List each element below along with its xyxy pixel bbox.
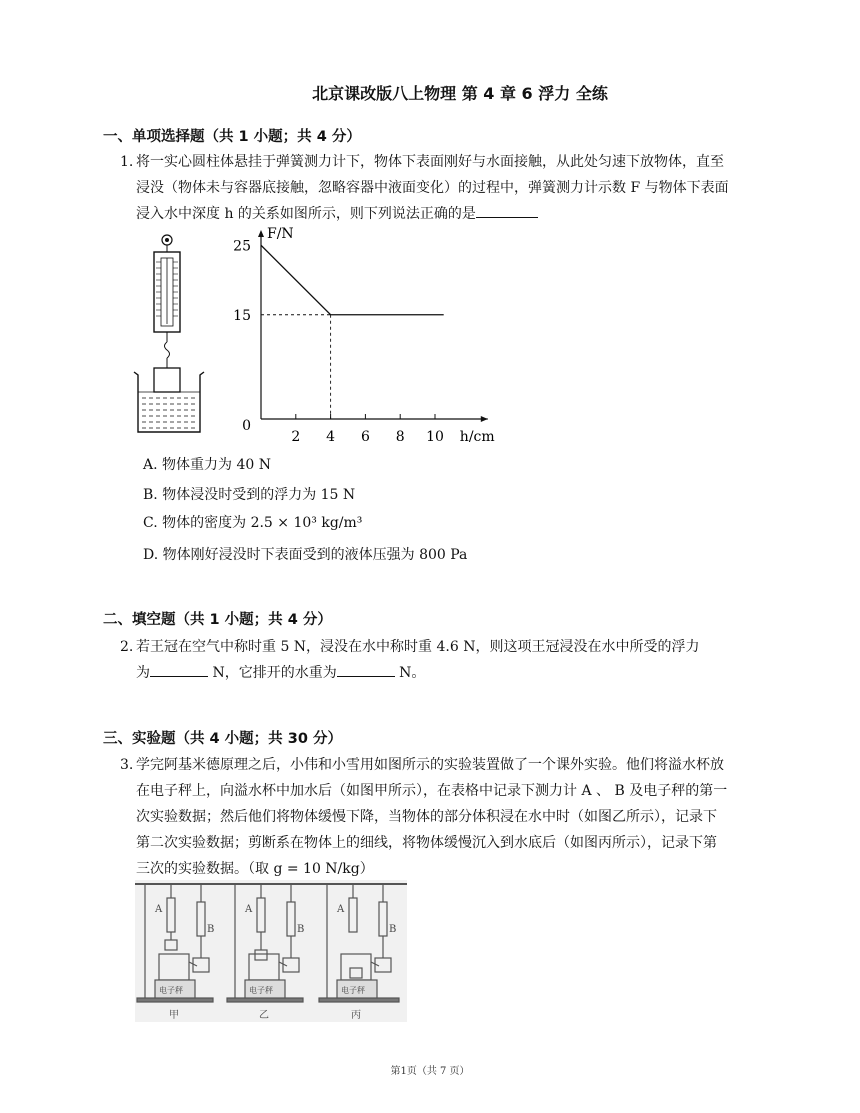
label-a-3: A bbox=[337, 904, 345, 915]
question-3-stem bbox=[120, 752, 765, 882]
q3-line-4: 第二次实验数据；剪断系在物体上的细线，将物体缓慢沉入到水底后（如图丙所示），记录下第 bbox=[136, 835, 717, 851]
scale-label-1: 电子秤 bbox=[159, 986, 183, 995]
y-tick-label-0: 0 bbox=[242, 418, 251, 434]
label-b-3: B bbox=[389, 924, 397, 935]
x-axis-label: h/cm bbox=[459, 429, 495, 445]
q3-line-3: 次实验数据；然后他们将物体缓慢下降，当物体的部分体积浸在水中时（如图乙所示），记录下 bbox=[136, 809, 717, 825]
y-axis-label: F/N bbox=[267, 226, 294, 242]
question-number: 3. bbox=[120, 757, 134, 773]
question-number: 2. bbox=[120, 639, 134, 655]
section-heading-2: 二、填空题（共 1 小题；共 4 分） bbox=[103, 612, 332, 628]
q2-text-a: 为 bbox=[136, 665, 150, 681]
x-tick-label-10: 10 bbox=[426, 429, 444, 445]
force-depth-chart bbox=[230, 222, 505, 447]
option-b[interactable]: B. 物体浸没时受到的浮力为 15 N bbox=[143, 487, 356, 503]
label-b-2: B bbox=[297, 924, 305, 935]
photo-caption-yi: 乙 bbox=[259, 1010, 269, 1021]
section-heading-3: 三、实验题（共 4 小题；共 30 分） bbox=[103, 731, 342, 747]
x-tick-label-6: 6 bbox=[360, 429, 370, 445]
answer-blank[interactable] bbox=[476, 203, 538, 218]
x-tick-label-8: 8 bbox=[395, 429, 405, 445]
label-a-1: A bbox=[155, 904, 163, 915]
page-footer: 第1页（共 7 页） bbox=[390, 1066, 470, 1077]
x-tick-label-2: 2 bbox=[291, 429, 301, 445]
q1-line-1: 将一实心圆柱体悬挂于弹簧测力计下，物体下表面刚好与水面接触，从此处匀速下放物体，直至 bbox=[136, 154, 724, 170]
q2-text-b: N，它排开的水重为 bbox=[212, 665, 337, 681]
experiment-photo bbox=[135, 880, 407, 1022]
question-2-stem bbox=[120, 634, 765, 686]
scale-label-2: 电子秤 bbox=[249, 986, 273, 995]
y-axis-arrow bbox=[258, 230, 264, 237]
label-b-1: B bbox=[207, 924, 215, 935]
y-tick-label-25: 25 bbox=[233, 238, 251, 255]
buoyancy-blank[interactable] bbox=[150, 662, 208, 677]
q1-line-3: 浸入水中深度 h 的关系如图所示，则下列说法正确的是 bbox=[136, 206, 476, 222]
y-tick-label-15: 15 bbox=[233, 307, 251, 324]
photo-caption-bing: 丙 bbox=[351, 1010, 361, 1021]
x-axis-arrow bbox=[481, 416, 488, 422]
page-title: 北京课改版八上物理 第 4 章 6 浮力 全练 bbox=[312, 84, 608, 103]
q3-line-1: 学完阿基米德原理之后，小伟和小雪用如图所示的实验装置做了一个课外实验。他们将溢水杯放 bbox=[136, 757, 724, 773]
q2-text-c: N。 bbox=[399, 665, 426, 681]
question-1-stem bbox=[120, 149, 765, 227]
x-tick-label-4: 4 bbox=[326, 429, 336, 445]
option-a[interactable]: A. 物体重力为 40 N bbox=[143, 457, 271, 473]
photo-caption-jia: 甲 bbox=[169, 1010, 179, 1021]
q3-line-5: 三次的实验数据。（取 g = 10 N/kg） bbox=[136, 861, 374, 877]
option-c[interactable]: C. 物体的密度为 2.5 × 10³ kg/m³ bbox=[143, 515, 363, 531]
option-d[interactable]: D. 物体刚好浸没时下表面受到的液体压强为 800 Pa bbox=[143, 547, 468, 563]
displaced-water-blank[interactable] bbox=[337, 662, 395, 677]
scale-label-3: 电子秤 bbox=[341, 986, 365, 995]
experiment-apparatus-drawing bbox=[135, 880, 407, 1022]
q1-line-2: 浸没（物体未与容器底接触，忽略容器中液面变化）的过程中，弹簧测力计示数 F 与物体下表面 bbox=[136, 180, 729, 196]
section-heading-1: 一、单项选择题（共 1 小题；共 4 分） bbox=[103, 129, 361, 145]
q2-line-1: 若王冠在空气中称时重 5 N，浸没在水中称时重 4.6 N，则这项王冠浸没在水中所受的浮力 bbox=[136, 639, 700, 655]
question-number: 1. bbox=[120, 154, 134, 170]
series-line-0 bbox=[261, 245, 444, 315]
q3-line-2: 在电子秤上，向溢水杯中加水后（如图甲所示），在表格中记录下测力计 A 、 B 及电子秤的第一 bbox=[136, 783, 728, 799]
label-a-2: A bbox=[245, 904, 253, 915]
spring-scale-figure bbox=[132, 232, 208, 438]
